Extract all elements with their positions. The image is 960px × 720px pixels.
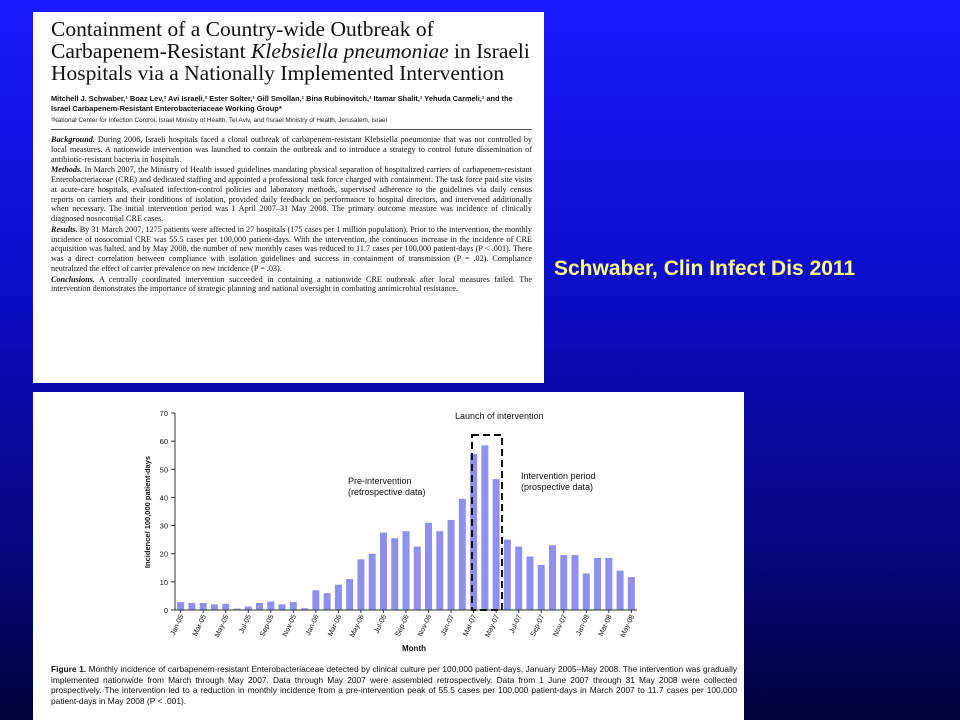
abstract-background: Background. During 2006, Israeli hospitals faced a clonal outbreak of carbapenem-resistant Klebsiella pneumoniae that was not controlled by local measures. A nationwide intervention was launched to contain the outbreak and to introduce a strategy to control future dissemination of antibiotic-resistant bacteria in hospitals.: [51, 135, 533, 164]
bar-Feb-06: [324, 593, 331, 610]
figure-caption-label: Figure 1.: [51, 664, 87, 674]
y-tick-label: 50: [159, 465, 168, 475]
y-tick-label: 0: [163, 606, 168, 615]
bar-Apr-05: [211, 604, 218, 610]
y-axis-label: Incidence/ 100,000 patient-days: [143, 455, 152, 569]
bar-May-08: [628, 577, 635, 610]
annotation-intervention-period: Intervention period: [521, 471, 596, 481]
divider: [51, 129, 532, 130]
bar-Jan-07: [448, 520, 455, 610]
paper-title-part2: in Israeli Hospitals via a Nationally Implemented Intervention: [51, 39, 530, 85]
annotation-intervention-period-sub: (prospective data): [521, 482, 594, 492]
abstract-conclusions: Conclusions. A centrally coordinated intervention succeeded in containing a nationwide CRE outbreak after local measures failed. The intervention demonstrates the importance of strategic planning and national oversight in combating antimicrobial resistance.: [51, 274, 532, 294]
abstract-results: Results. By 31 March 2007, 1275 patients were affected in 27 hospitals (175 cases per 1 million population). Prior to the intervention, the monthly incidence of nosocomial CRE was 55.5 cases per 100,000 patient-days. With the intervention, the continuous increase in the incidence of CRE acquisition was halted, and by May 2008, the number of new monthly cases was reduced to 11.7 cases per 100,000 patient-days (P < .001). There was a direct correlation between compliance with isolation guidelines and success in containment of transmission (P = .02). Compliance neutralized the effect of carrier prevalence on new incidence (P = .03).: [51, 224, 533, 273]
x-axis-label: Month: [402, 644, 426, 653]
paper-authors: Mitchell J. Schwaber,¹ Boaz Lev,² Avi Israeli,² Ester Solter,¹ Gill Smollan,¹ Bina Rubinovitch,¹ Itamar Shalit,¹ Yehuda Carmeli,¹ and the Israel Carbapenem-Resistant Enterobacteriaceae Working Group*: [51, 94, 513, 113]
paper-title-italic: Klebsiella pneumoniae: [251, 39, 449, 63]
y-tick-label: 60: [159, 437, 168, 447]
x-tick-label: Jul-07: [507, 613, 524, 635]
x-tick-label: May-05: [212, 613, 231, 639]
bar-Sep-07: [538, 565, 545, 610]
x-tick-label: Jan-05: [167, 613, 186, 637]
bar-Oct-06: [414, 547, 421, 610]
x-tick-label: Nov-05: [280, 613, 299, 638]
bar-May-07: [493, 479, 500, 610]
paper-excerpt: [33, 12, 544, 383]
annotation-pre-intervention: Pre-intervention: [348, 476, 412, 486]
bar-Sep-06: [403, 531, 410, 610]
bar-chart: [33, 392, 744, 662]
bar-Jul-06: [380, 533, 387, 610]
y-axis: [160, 409, 175, 615]
x-tick-label: Sep-05: [257, 613, 276, 638]
bar-Sep-05: [267, 602, 274, 610]
bar-Oct-07: [549, 545, 556, 610]
bar-Dec-07: [572, 555, 579, 610]
paper-title: [51, 18, 532, 84]
bar-Feb-08: [594, 558, 601, 610]
x-tick-label: May-07: [482, 613, 501, 639]
x-tick-label: Sep-07: [528, 613, 547, 638]
abstract-methods: Methods. In March 2007, the Ministry of Health issued guidelines mandating physical separation of hospitalized carriers of carbapenem-resistant Enterobacteriaceae (CRE) and dedicated staffing and appointed a professional task force charged with containment. The task force paid site visits at acute-care hospitals, evaluated infection-control policies and laboratory methods, supervised adherence to the guidelines via daily census reports on carriers and their conditions of isolation, provided daily feedback on performance to hospital directors, and intervened additionally when necessary. The initial intervention period was 1 April 2007–31 May 2008. The primary outcome measure was incidence of clinically diagnosed nosocomial CRE cases.: [51, 165, 532, 223]
y-tick-label: 40: [159, 493, 168, 503]
bar-Aug-05: [256, 603, 263, 610]
x-tick-label: May-06: [347, 613, 366, 639]
bar-Feb-05: [188, 603, 195, 610]
annotation-pre-intervention-sub: (retrospective data): [348, 487, 426, 497]
bar-Jan-08: [583, 573, 590, 610]
bar-Jan-05: [177, 602, 184, 610]
abstract: [51, 135, 532, 294]
bar-Aug-07: [526, 557, 533, 610]
y-tick-label: 20: [159, 549, 168, 559]
bar-Apr-08: [617, 571, 624, 610]
bar-Jul-05: [245, 607, 252, 610]
bar-Dec-06: [436, 531, 443, 610]
bar-Mar-06: [335, 585, 342, 610]
bar-Jul-07: [515, 547, 522, 610]
y-tick-label: 30: [159, 521, 168, 531]
x-tick-label: Jan-08: [573, 613, 592, 637]
x-tick-label: May-08: [617, 613, 637, 639]
x-tick-label: Nov-07: [550, 613, 569, 638]
bar-Aug-06: [391, 538, 398, 610]
x-tick-label: Jan-07: [438, 613, 456, 637]
paper-title-part1: Containment of a Country-wide Outbreak of Carbapenem-Resistant: [51, 17, 434, 63]
x-tick-label: Jul-05: [236, 613, 254, 635]
x-tick-label: Jul-06: [371, 613, 389, 635]
bar-May-05: [222, 604, 229, 610]
x-tick-label: Nov-06: [415, 613, 434, 638]
x-tick-label: Jan-06: [303, 613, 321, 637]
bar-Nov-06: [425, 523, 432, 610]
bar-Apr-07: [481, 445, 488, 610]
x-tick-label: Mar-07: [460, 613, 479, 638]
bar-Nov-05: [290, 602, 297, 610]
bar-Mar-05: [200, 603, 207, 610]
y-tick-label: 70: [159, 409, 168, 418]
x-tick-label: Mar-08: [595, 613, 614, 638]
bar-Oct-05: [279, 604, 286, 610]
figure-caption: [51, 664, 737, 706]
paper-affiliations: ¹National Center for Infection Control, Israel Ministry of Health, Tel Aviv, and ²Israel Ministry of Health, Jerusalem, Israel: [51, 117, 387, 124]
x-tick-label: Mar-06: [325, 613, 344, 638]
x-tick-label: Mar-05: [190, 613, 208, 638]
bar-Jun-06: [369, 554, 376, 610]
bar-Mar-08: [605, 558, 612, 610]
bar-Nov-07: [560, 555, 567, 610]
x-tick-label: Sep-06: [392, 613, 411, 638]
bar-Feb-07: [459, 499, 466, 610]
bar-Jan-06: [312, 590, 319, 610]
figure-caption-text: Monthly incidence of carbapenem-resistant Enterobacteriaceae detected by clinical culture per 100,000 patient-days, January 2005–May 2008. The intervention was gradually implemented nationwide from March through May 2007. Data through May 2007 were assembled retrospectively. Data from 1 June 2007 through 31 May 2008 were collected prospectively. The intervention led to a reduction in monthly incidence from a pre-intervention peak of 55.5 cases per 100,000 patient-days in March 2007 to 11.7 cases per 100,000 patient-days in May 2008 (P < .001).: [51, 664, 738, 706]
x-axis: [168, 610, 637, 639]
citation: Schwaber, Clin Infect Dis 2011: [554, 257, 856, 280]
bar-Jun-07: [504, 540, 511, 610]
annotation-launch: Launch of intervention: [455, 411, 544, 421]
bar-May-06: [357, 559, 364, 610]
figure-panel: [33, 392, 744, 720]
bar-Apr-06: [346, 579, 353, 610]
y-tick-label: 10: [159, 577, 168, 587]
